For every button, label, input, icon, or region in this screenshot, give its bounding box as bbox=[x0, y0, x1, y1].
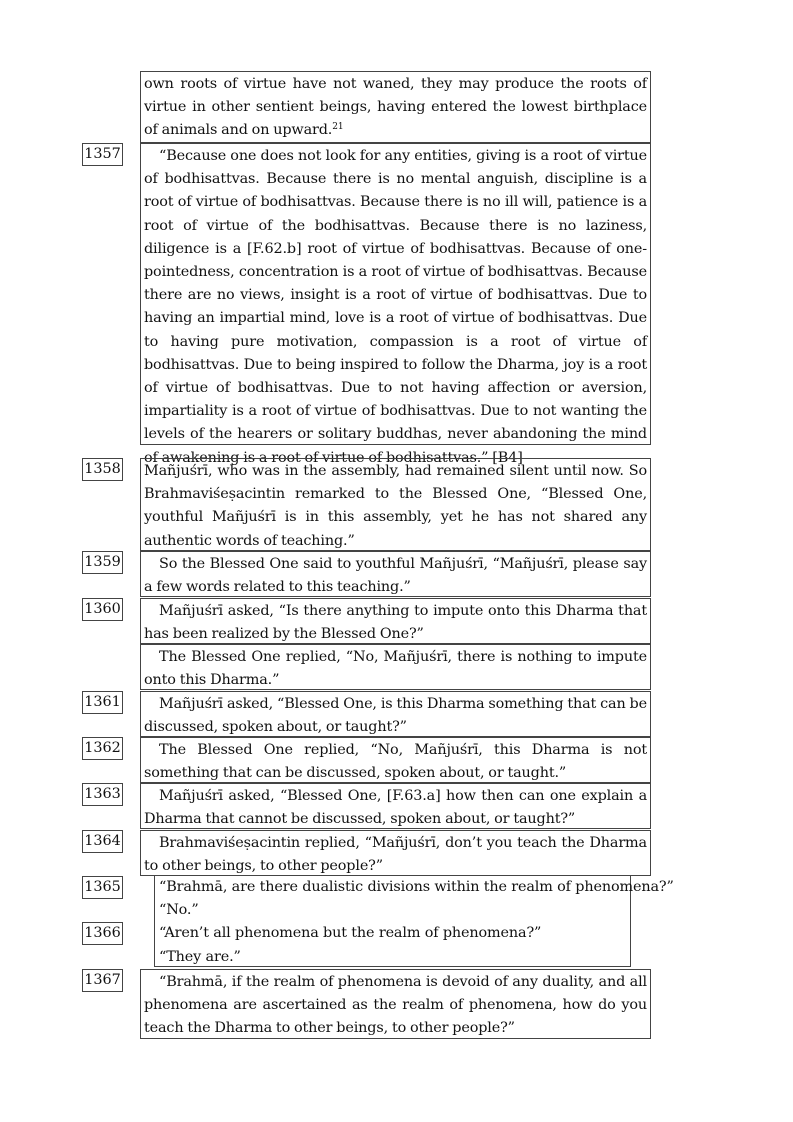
paragraph-1362 bbox=[140, 737, 651, 783]
paragraph-1361 bbox=[140, 691, 651, 737]
paragraph-1359 bbox=[140, 551, 651, 597]
paragraph-number[interactable]: 1367 bbox=[82, 969, 123, 992]
paragraph-1363 bbox=[140, 783, 651, 829]
paragraph-number[interactable]: 1361 bbox=[82, 691, 123, 714]
paragraph-number[interactable]: 1358 bbox=[82, 458, 123, 481]
paragraph-text: Mañjuśrī asked, “Is there anything to impute onto this Dharma that has been realized by the Blessed One?” bbox=[144, 603, 647, 643]
paragraph-number[interactable]: 1357 bbox=[82, 143, 123, 166]
dialogue-line: “Aren’t all phenomena but the realm of phenomena?” bbox=[159, 925, 542, 942]
paragraph-1367 bbox=[140, 969, 651, 1039]
paragraph-number[interactable]: 1363 bbox=[82, 783, 123, 806]
paragraph-number[interactable]: 1359 bbox=[82, 551, 123, 574]
paragraph-text: Mañjuśrī, who was in the assembly, had remained silent until now. So Brahmaviśeṣacintin remarked to the Blessed One, “Blessed One, youthful Mañjuśrī is in this assembly, yet he has not shared any authentic words of teaching.” bbox=[144, 463, 647, 549]
dialogue-line: “They are.” bbox=[159, 948, 241, 965]
paragraph-text: “Because one does not look for any entities, giving is a root of virtue of bodhisattvas. Because there is no mental anguish, discipline is a root of virtue of bodhisattvas. Because there is no ill will, patience is a root of virtue of the bodhisattvas. Because there is no laziness, diligence is a [F.62.b] root of virtue of bodhisattvas. Because of one-pointedness, concentration is a root of virtue of bodhisattvas. Because there are no views, insight is a root of virtue of bodhisattvas. Due to having an impartial mind, love is a root of virtue of bodhisattvas. Due to having pure motivation, compassion is a root of virtue of bodhisattvas. Due to being inspired to follow the Dharma, joy is a root of virtue of bodhisattvas. Due to not having affection or aversion, impartiality is a root of virtue of bodhisattvas. Due to not wanting the levels of the hearers or solitary buddhas, never abandoning the mind of awakening is a root of virtue of bodhisattvas.” [B4] bbox=[144, 148, 647, 466]
paragraph-text: own roots of virtue have not waned, they may produce the roots of virtue in other sentient beings, having entered the lowest birthplace of animals and on upward. bbox=[144, 76, 647, 139]
paragraph-1364 bbox=[140, 830, 651, 876]
paragraph-text: “Brahmā, if the realm of phenomena is devoid of any duality, and all phenomena are ascertained as the realm of phenomena, how do you teach the Dharma to other beings, to other people?” bbox=[144, 974, 647, 1037]
paragraph-text: Mañjuśrī asked, “Blessed One, [F.63.a] how then can one explain a Dharma that cannot be discussed, spoken about, or taught?” bbox=[144, 788, 647, 828]
dialogue-block bbox=[154, 875, 674, 967]
paragraph-number[interactable]: 1366 bbox=[82, 922, 123, 945]
footnote-ref[interactable]: 21 bbox=[332, 122, 344, 133]
dialogue-line: “No.” bbox=[159, 902, 199, 919]
paragraph-text: Mañjuśrī asked, “Blessed One, is this Dharma something that can be discussed, spoken about, or taught?” bbox=[144, 696, 647, 736]
paragraph-number[interactable]: 1364 bbox=[82, 830, 123, 853]
paragraph-number[interactable]: 1362 bbox=[82, 737, 123, 760]
paragraph-1360 bbox=[140, 598, 651, 644]
paragraph-text: Brahmaviśeṣacintin replied, “Mañjuśrī, don’t you teach the Dharma to other beings, to other people?” bbox=[144, 835, 647, 875]
dialogue-line: “Brahmā, are there dualistic divisions within the realm of phenomena?” bbox=[159, 879, 674, 895]
paragraph-number[interactable]: 1365 bbox=[82, 876, 123, 899]
paragraph-1360-reply bbox=[140, 644, 651, 690]
paragraph-1357 bbox=[140, 143, 651, 466]
paragraph-text: The Blessed One replied, “No, Mañjuśrī, there is nothing to impute onto this Dharma.” bbox=[144, 649, 647, 689]
paragraph-continuation bbox=[140, 71, 651, 143]
paragraph-number[interactable]: 1360 bbox=[82, 598, 123, 621]
paragraph-text: So the Blessed One said to youthful Mañjuśrī, “Mañjuśrī, please say a few words related to this teaching.” bbox=[144, 556, 647, 596]
paragraph-text: The Blessed One replied, “No, Mañjuśrī, this Dharma is not something that can be discussed, spoken about, or taught.” bbox=[144, 742, 647, 782]
paragraph-1358 bbox=[140, 458, 651, 551]
